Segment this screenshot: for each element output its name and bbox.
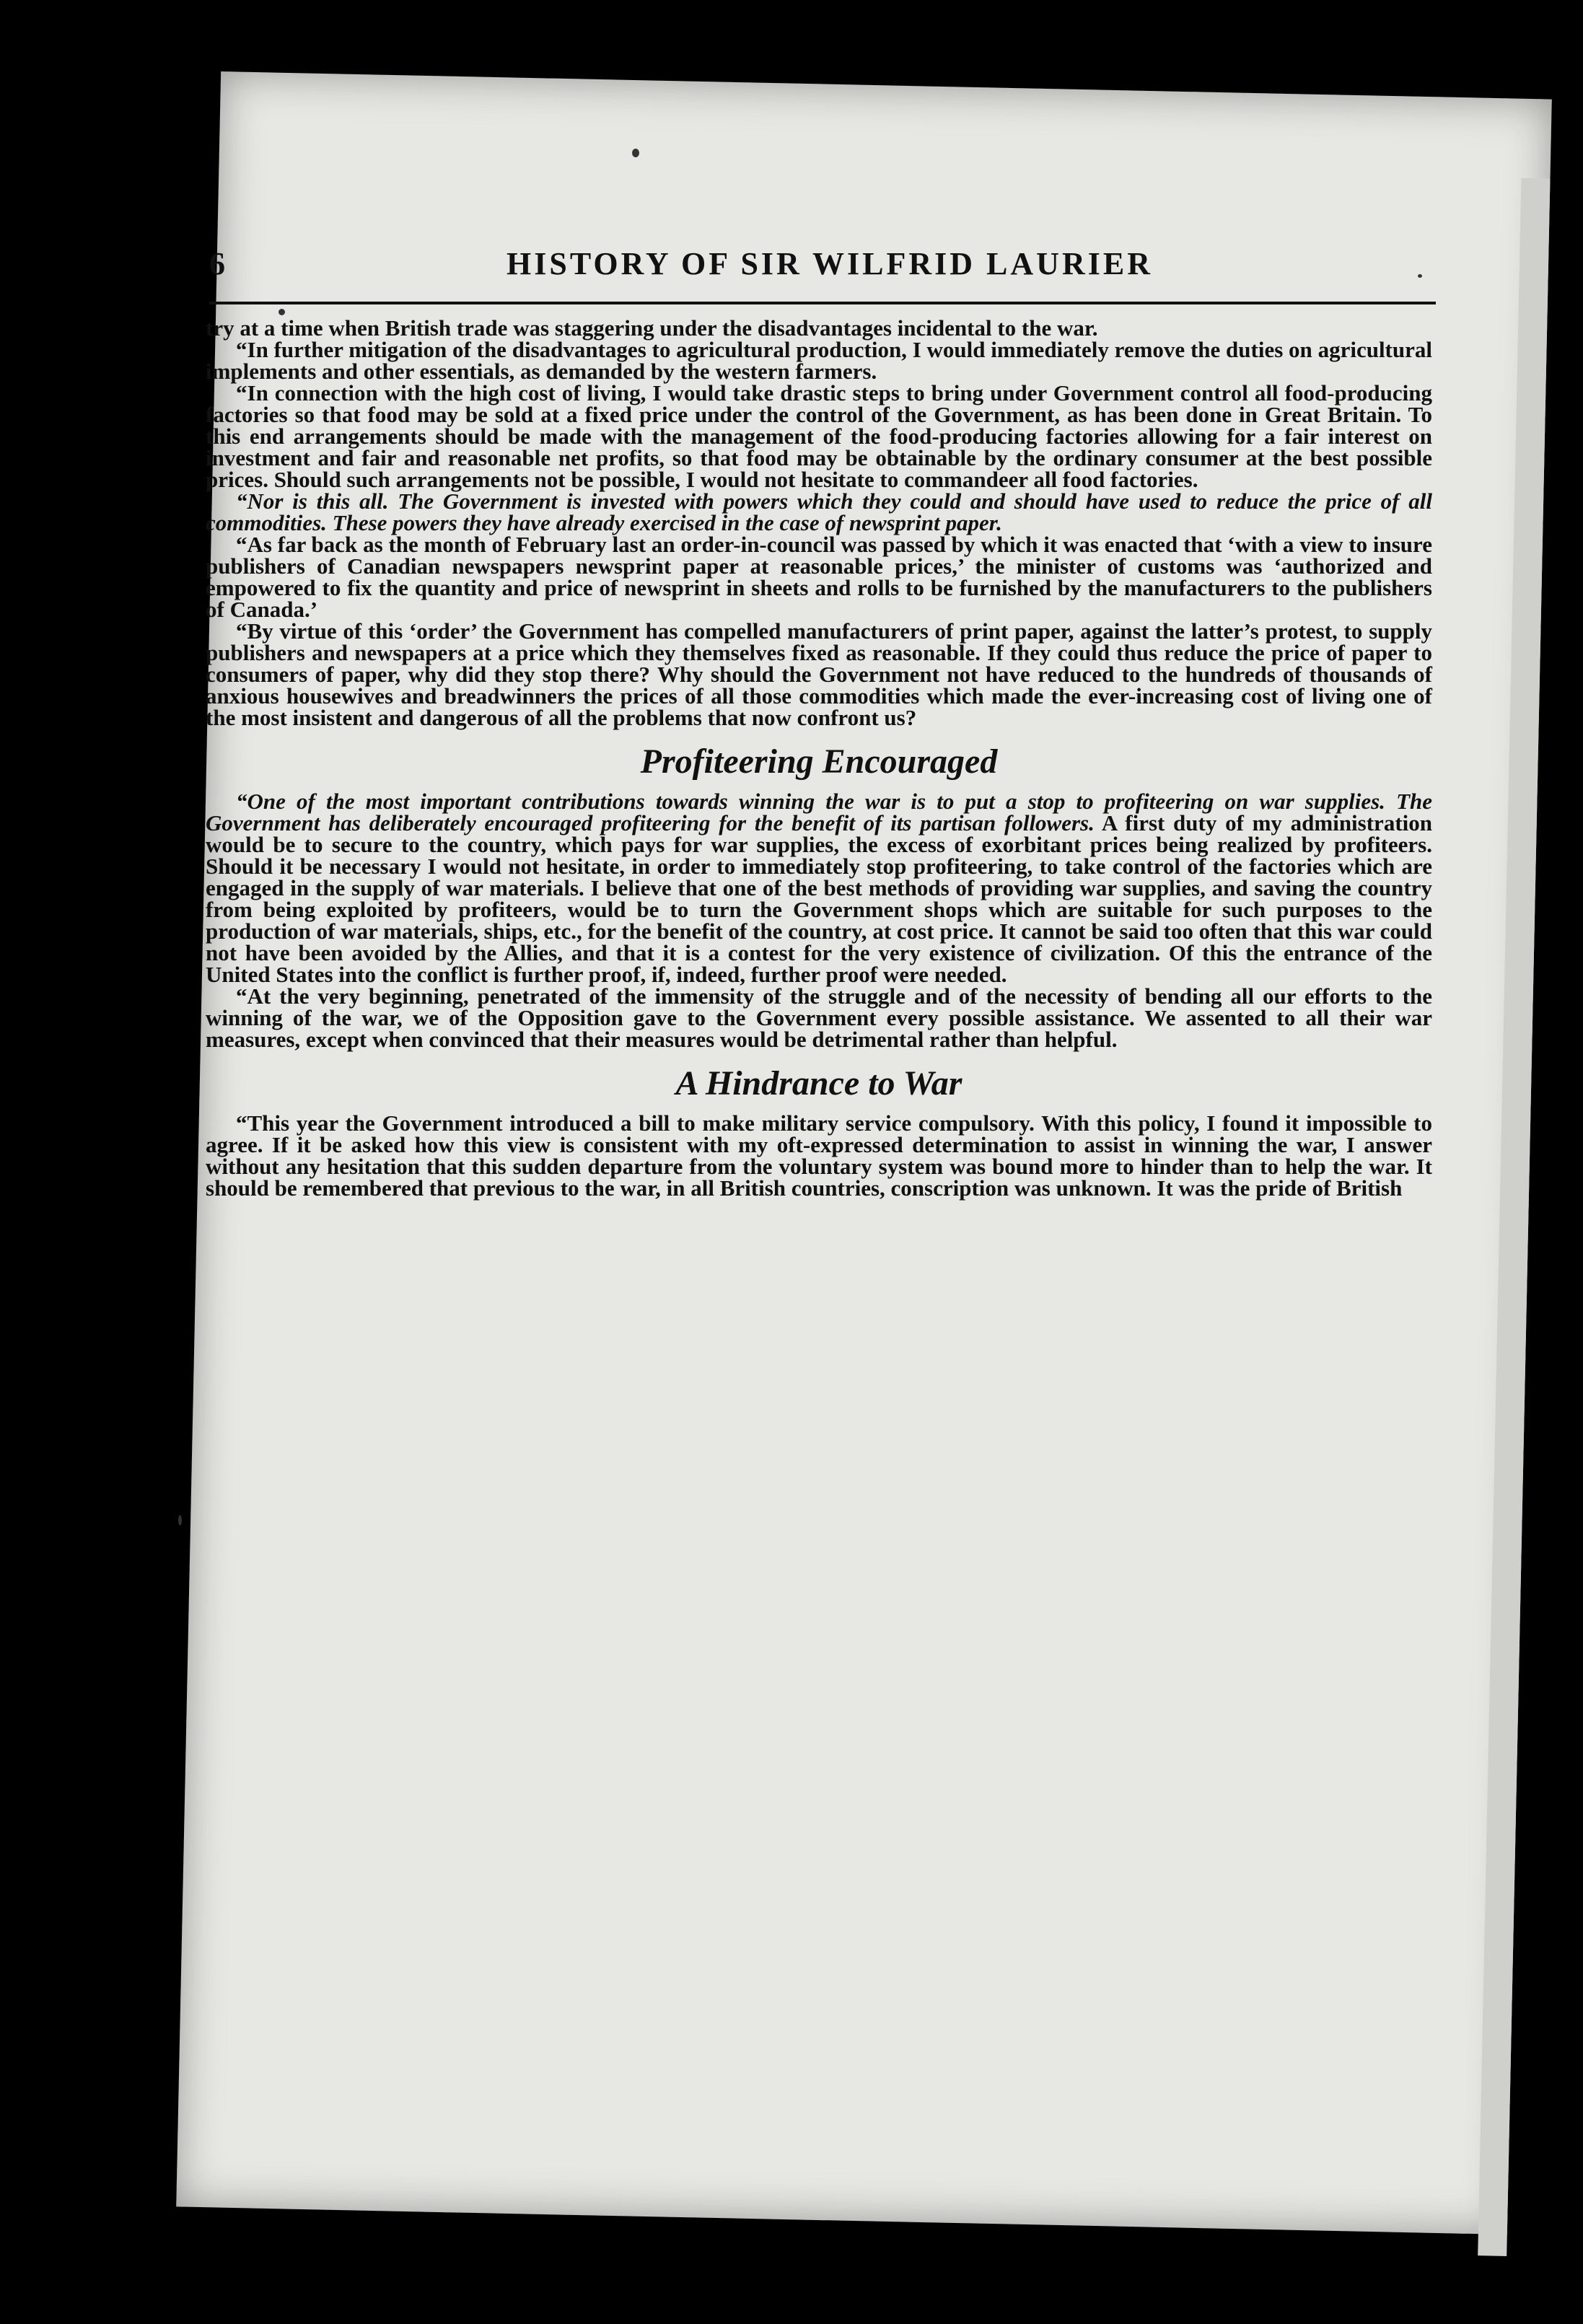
running-head: HISTORY OF SIR WILFRID LAURIER xyxy=(507,246,1153,281)
scan-speck xyxy=(279,309,285,315)
page-number: 6 xyxy=(209,246,225,281)
page-header xyxy=(209,245,1450,296)
paragraph: try at a time when British trade was staggering under the disadvantages incidental to the war. xyxy=(206,315,1098,341)
paragraph: “By virtue of this ‘order’ the Government has compelled manufacturers of print paper, against the latter’s protest, to supply publishers and newspapers at a price which they themselves fixed as reasonable. If they could thus reduce the price of paper to consumers of paper, why did they stop there? Why should the Government not have reduced to the hundreds of thousands of anxious housewives and breadwinners the prices of all those commodities which made the ever-increasing cost of living one of the most insistent and dangerous of all the problems that now confront us? xyxy=(206,618,1432,730)
section-heading: Profiteering Encouraged xyxy=(640,742,998,781)
paragraph: “In further mitigation of the disadvantages to agricultural production, I would immediately remove the duties on agricultural implements and other essentials, as demanded by the western farmers. xyxy=(206,337,1432,384)
paragraph-text: A first duty of my administration would be to secure to the country, which pays for war supplies, the excess of exorbitant prices being realized by profiteers. Should it be necessary I would not hesitate, in order to immediately stop profiteering, to take control of the factories which are engaged in the supply of war materials. I believe that one of the best methods of providing war supplies, and saving the country from being exploited by profiteers, would be to turn the Government shops which are suitable for such purposes to the production of war materials, ships, etc., for the benefit of the country, at cost price. It cannot be said too often that this war could not have been avoided by the Allies, and that it is a contest for the very existence of civilization. Of this the entrance of the United States into the conflict is further proof, if, indeed, further proof were needed. xyxy=(206,810,1432,987)
paragraph: “In connection with the high cost of living, I would take drastic steps to bring under Government control all food-producing factories so that food may be sold at a fixed price under the control of the Government, as has been done in Great Britain. To this end arrangements should be made with the management of the food-producing factories allowing for a fair interest on investment and fair and reasonable net profits, so that food may be obtainable by the ordinary consumer at the best possible prices. Should such arrangements not be possible, I would not hesitate to commandeer all food factories. xyxy=(206,380,1432,492)
paragraph-italic xyxy=(206,488,1432,535)
section-heading: A Hindrance to War xyxy=(675,1064,962,1102)
paragraph-mixed xyxy=(206,791,1432,986)
paragraph: “This year the Government introduced a bill to make military service compulsory. With this policy, I found it impossible to agree. If it be asked how this view is consistent with my oft-expressed determination to assist in winning the war, I answer without any hesitation that this sudden departure from the voluntary system was bound more to hinder than to help the war. It should be remembered that previous to the war, in all British countries, conscription was unknown. It was the pride of British xyxy=(206,1110,1432,1201)
scan-speck xyxy=(178,1515,182,1525)
paragraph: “As far back as the month of February last an order-in-council was passed by which it was enacted that ‘with a view to insure publishers of Canadian newspapers newsprint paper at reasonable prices,’ the minister of customs was ‘authorized and empowered to fix the quantity and price of newsprint in sheets and rolls to be furnished by the manufacturers to the publishers of Canada.’ xyxy=(206,532,1432,622)
italic-text: “Nor is this all. The Government is invested with powers which they could and should have used to reduce the price of all commodities. These powers they have already exercised in the case of newsprint paper. xyxy=(206,488,1432,535)
header-rule xyxy=(209,302,1436,304)
page-edge-shadow xyxy=(1478,178,1550,2256)
page-body xyxy=(206,317,1432,1199)
paragraph: “At the very beginning, penetrated of the immensity of the struggle and of the necessity of bending all our efforts to the winning of the war, we of the Opposition gave to the Government every possible assistance. We assented to all their war measures, except when convinced that their measures would be detrimental rather than helpful. xyxy=(206,983,1432,1052)
scan-speck xyxy=(1418,274,1422,278)
italic-text: “One of the most important contributions towards winning the war is to put a stop to profiteering on war supplies. The Government has deliberately encouraged profiteering for the benefit of its partisan followers. xyxy=(206,789,1432,836)
scan-speck xyxy=(632,149,639,157)
